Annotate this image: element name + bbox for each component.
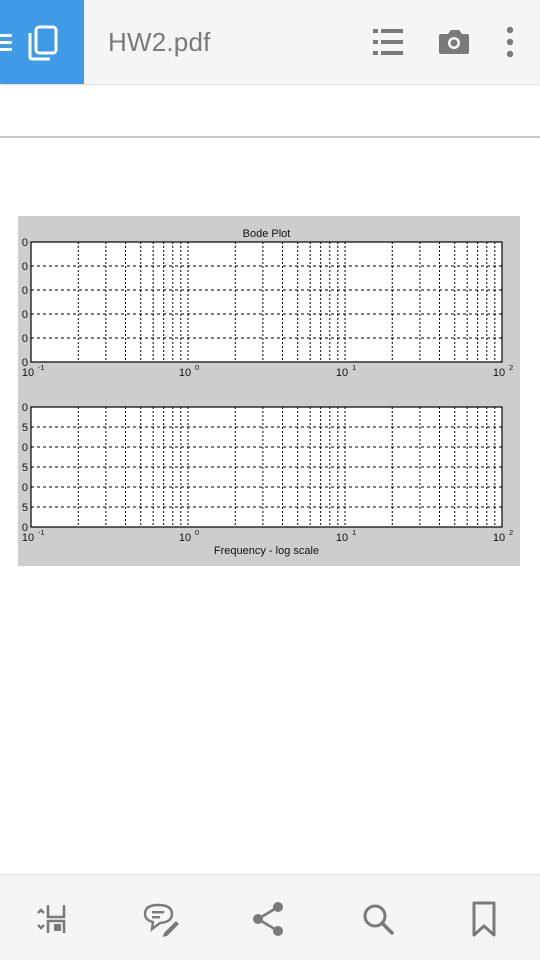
y-tick-label: 0: [21, 357, 28, 369]
navigation-button[interactable]: [0, 0, 84, 84]
y-tick-label: 0: [21, 402, 28, 414]
x-tick-exponent: 1: [352, 528, 357, 537]
x-tick-exponent: -1: [38, 528, 45, 537]
share-button[interactable]: [246, 897, 290, 941]
list-icon: [366, 20, 410, 64]
comment-button[interactable]: [138, 897, 182, 941]
top-app-bar: [0, 0, 540, 84]
y-tick-label: 0: [21, 442, 28, 454]
x-axis-label: Frequency - log scale: [213, 545, 320, 557]
bottom-toolbar: [0, 874, 540, 960]
y-tick-label: 0: [21, 309, 28, 321]
chart-title: Bode Plot: [242, 228, 291, 240]
more-options-button[interactable]: [488, 20, 532, 64]
table-of-contents-button[interactable]: [366, 20, 410, 64]
more-vert-icon: [488, 20, 532, 64]
share-icon: [246, 897, 290, 941]
bode-plot-svg: [18, 216, 520, 566]
y-tick-label: 0: [21, 333, 28, 345]
page-header-strip: [0, 86, 540, 138]
snapshot-button[interactable]: [432, 20, 476, 64]
y-tick-label: 0: [21, 237, 28, 249]
document-title: HW2.pdf: [108, 27, 211, 57]
x-tick-label: 10: [335, 532, 349, 544]
x-tick-exponent: 0: [195, 363, 200, 372]
y-tick-label: 0: [21, 522, 28, 534]
y-tick-label: 5: [21, 422, 28, 434]
bookmark-icon: [462, 897, 506, 941]
x-tick-label: 10: [335, 367, 349, 379]
x-tick-exponent: 0: [195, 528, 200, 537]
x-tick-exponent: -1: [38, 363, 45, 372]
y-tick-label: 0: [21, 482, 28, 494]
y-tick-label: 5: [21, 502, 28, 514]
search-button[interactable]: [356, 897, 400, 941]
comment-edit-icon: [138, 897, 182, 941]
search-icon: [356, 897, 400, 941]
x-tick-label: 10: [178, 532, 192, 544]
x-tick-label: 10: [178, 367, 192, 379]
x-tick-label: 10: [492, 532, 506, 544]
document-pages-icon: [0, 22, 84, 62]
x-tick-label: 10: [21, 367, 35, 379]
x-tick-exponent: 2: [509, 528, 514, 537]
x-tick-label: 10: [492, 367, 506, 379]
plot-axes-1: [31, 242, 502, 362]
y-tick-label: 0: [21, 261, 28, 273]
y-tick-label: 0: [21, 285, 28, 297]
bookmark-button[interactable]: [462, 897, 506, 941]
bode-plot-figure: [18, 216, 520, 566]
x-tick-exponent: 2: [509, 363, 514, 372]
camera-icon: [432, 20, 476, 64]
x-tick-exponent: 1: [352, 363, 357, 372]
y-tick-label: 5: [21, 462, 28, 474]
x-tick-label: 10: [21, 532, 35, 544]
reflow-icon: [30, 897, 74, 941]
reflow-button[interactable]: [30, 897, 74, 941]
